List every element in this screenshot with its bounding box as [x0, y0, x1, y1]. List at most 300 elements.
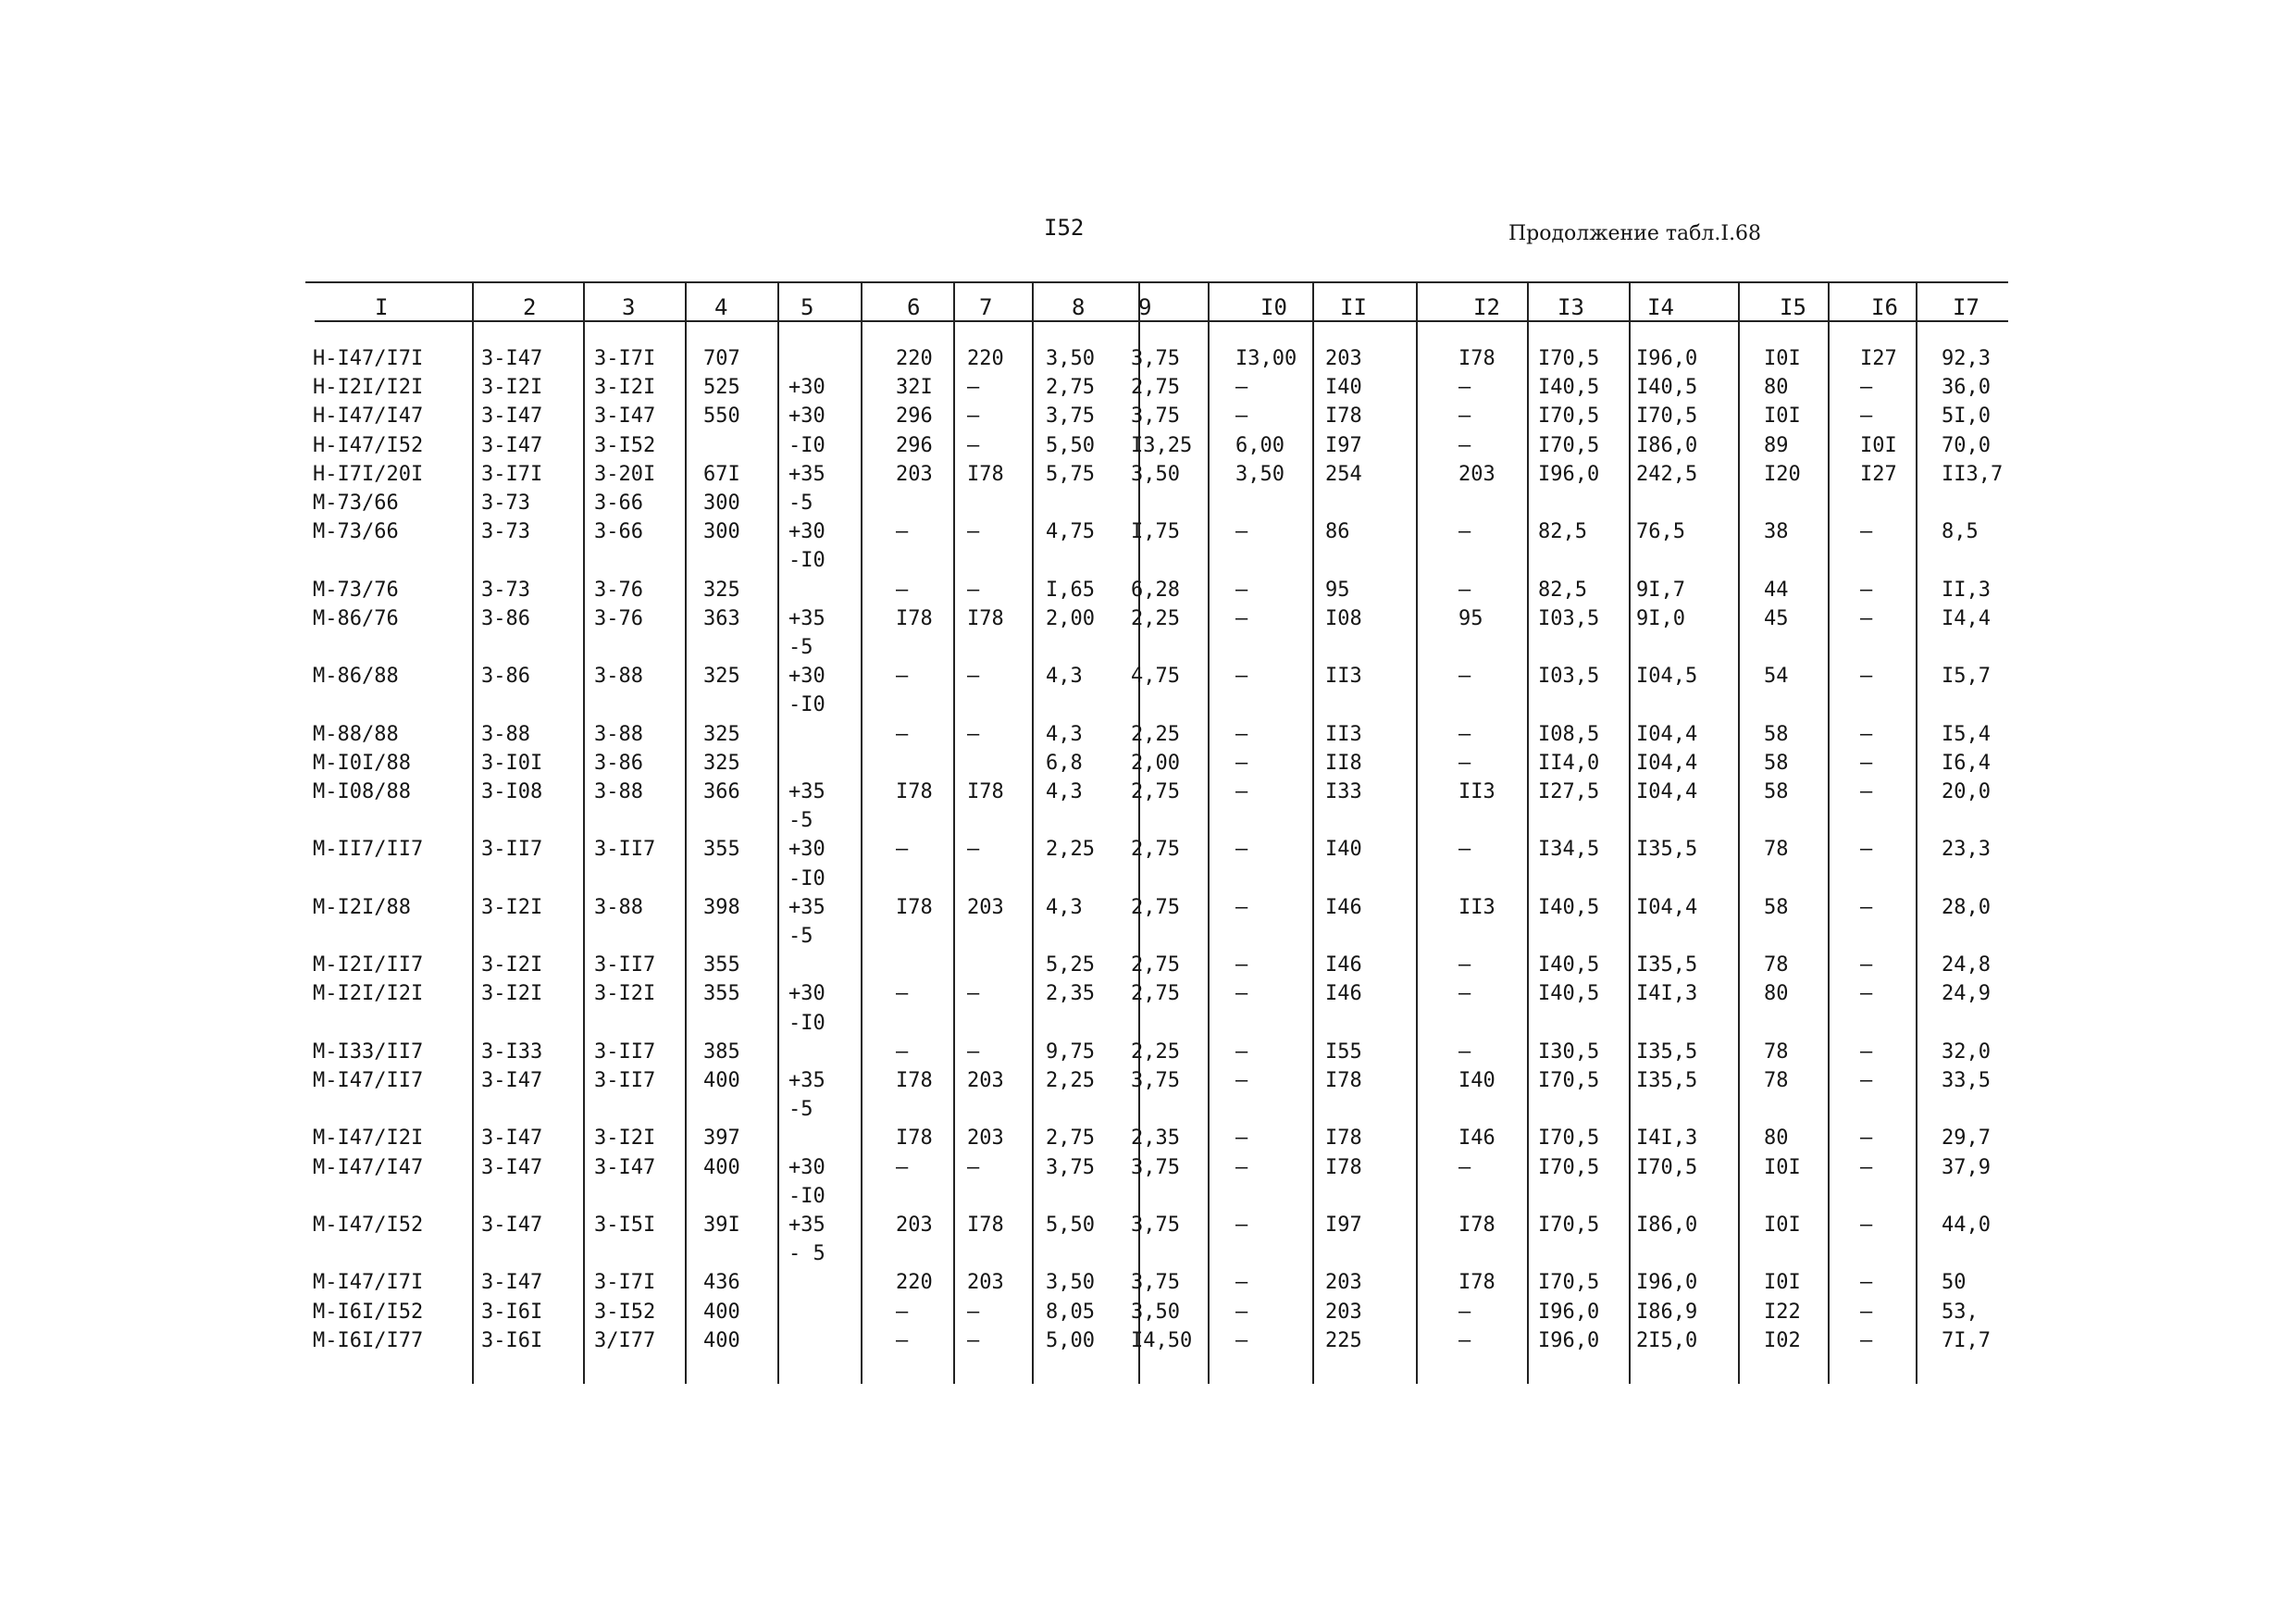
- table-cell: I03,5: [1538, 665, 1600, 689]
- table-cell: 58: [1764, 751, 1789, 775]
- table-cell: I78: [1458, 1271, 1496, 1295]
- table-cell: I35,5: [1636, 838, 1698, 862]
- table-cell: 6,00: [1235, 433, 1285, 457]
- table-cell: 58: [1764, 722, 1789, 746]
- table-cell: +35: [788, 1214, 825, 1237]
- table-cell: 6,28: [1131, 578, 1180, 602]
- table-cell: –: [1235, 1069, 1248, 1092]
- table-cell: II3: [1325, 722, 1362, 746]
- table-cell: –: [1860, 520, 1873, 544]
- table-cell: 8,5: [1942, 520, 1979, 544]
- table-cell: +30: [788, 520, 825, 544]
- table-cell: I5,7: [1942, 665, 1991, 689]
- table-cell: I04,4: [1636, 751, 1698, 775]
- table-cell: 54: [1764, 665, 1789, 689]
- table-cell: II3: [1458, 780, 1496, 803]
- table-cell: 325: [703, 751, 740, 775]
- table-cell: I3,00: [1235, 347, 1297, 370]
- table-cell: II,3: [1942, 578, 1991, 602]
- table-cell: –: [967, 578, 980, 602]
- table-cell: I0I: [1764, 347, 1801, 370]
- table-cell: 3-I7I: [594, 1271, 656, 1295]
- column-header: 6: [907, 294, 921, 320]
- table-cell: 5,75: [1046, 462, 1095, 486]
- table-cell: I0I: [1764, 404, 1801, 429]
- table-cell: M-I08/88: [313, 780, 411, 803]
- column-header: 4: [714, 294, 728, 320]
- table-cell: I70,5: [1538, 1214, 1600, 1237]
- table-cell: –: [1860, 1039, 1873, 1064]
- table-cell: -I0: [788, 1011, 825, 1035]
- table-cell: 5I,0: [1942, 404, 1991, 429]
- table-cell: 39I: [703, 1214, 740, 1237]
- table-cell: 9I,0: [1636, 606, 1685, 630]
- table-cell: 325: [703, 665, 740, 689]
- table-cell: M-73/76: [313, 578, 399, 602]
- table-cell: –: [1860, 376, 1873, 400]
- table-cell: +30: [788, 665, 825, 689]
- table-cell: 203: [967, 895, 1004, 919]
- table-cell: 3-I47: [481, 433, 543, 457]
- table-cell: –: [1860, 953, 1873, 977]
- table-cell: 70,0: [1942, 433, 1991, 457]
- table-cell: 325: [703, 578, 740, 602]
- table-cell: I30,5: [1538, 1039, 1600, 1064]
- table-cell: -I0: [788, 1184, 825, 1208]
- table-cell: 355: [703, 953, 740, 977]
- table-cell: 4,3: [1046, 780, 1083, 803]
- table-cell: –: [1860, 722, 1873, 746]
- table-cell: 3,50: [1046, 1271, 1095, 1295]
- table-cell: 3,75: [1131, 404, 1180, 429]
- table-cell: +30: [788, 838, 825, 862]
- table-cell: 3-I47: [481, 1214, 543, 1237]
- table-cell: –: [1860, 1300, 1873, 1324]
- table-cell: I08: [1325, 606, 1362, 630]
- table-cell: I55: [1325, 1039, 1362, 1064]
- table-cell: –: [896, 1039, 909, 1064]
- table-cell: I78: [896, 895, 933, 919]
- table-cell: 325: [703, 722, 740, 746]
- table-cell: 3-I47: [481, 347, 543, 370]
- column-header: 7: [979, 294, 993, 320]
- table-cell: 3-I47: [481, 1069, 543, 1092]
- table-cell: I27: [1860, 347, 1897, 370]
- table-cell: I04,4: [1636, 895, 1698, 919]
- column-divider: [777, 281, 779, 1384]
- table-cell: II3: [1325, 665, 1362, 689]
- table-cell: –: [1235, 665, 1248, 689]
- table-cell: 80: [1764, 376, 1789, 400]
- table-cell: H-I7I/20I: [313, 462, 424, 486]
- table-cell: 550: [703, 404, 740, 429]
- table-cell: M-I47/I2I: [313, 1126, 424, 1151]
- table-cell: –: [896, 722, 909, 746]
- table-cell: 78: [1764, 953, 1789, 977]
- table-cell: 3-I6I: [481, 1328, 543, 1352]
- table-cell: M-88/88: [313, 722, 399, 746]
- table-cell: 95: [1458, 606, 1483, 630]
- table-cell: +30: [788, 376, 825, 400]
- table-cell: 203: [967, 1126, 1004, 1151]
- table-cell: 400: [703, 1328, 740, 1352]
- table-cell: –: [1458, 838, 1471, 862]
- table-cell: 3,75: [1131, 1214, 1180, 1237]
- table-cell: I78: [967, 462, 1004, 486]
- continuation-title: Продолжение табл.I.68: [1508, 222, 1762, 245]
- table-cell: I78: [1325, 1155, 1362, 1179]
- table-cell: 3-88: [594, 665, 643, 689]
- table-cell: I78: [967, 606, 1004, 630]
- table-cell: –: [967, 404, 980, 429]
- table-cell: 2,75: [1046, 376, 1095, 400]
- table-cell: I3,25: [1131, 433, 1193, 457]
- table-cell: 2,75: [1131, 953, 1180, 977]
- table-cell: H-I47/I47: [313, 404, 424, 429]
- table-cell: 2,75: [1131, 838, 1180, 862]
- table-cell: –: [1860, 665, 1873, 689]
- table-cell: 3-I7I: [594, 347, 656, 370]
- table-cell: 58: [1764, 780, 1789, 803]
- table-cell: 3,50: [1235, 462, 1285, 486]
- table-cell: –: [1458, 1039, 1471, 1064]
- table-cell: I40,5: [1538, 376, 1600, 400]
- table-cell: I78: [896, 1069, 933, 1092]
- table-cell: -5: [788, 1098, 813, 1122]
- table-cell: II3,7: [1942, 462, 2004, 486]
- table-cell: 6,8: [1046, 751, 1083, 775]
- table-cell: 36,0: [1942, 376, 1991, 400]
- table-cell: –: [1458, 376, 1471, 400]
- table-cell: 4,3: [1046, 665, 1083, 689]
- table-cell: 5,00: [1046, 1328, 1095, 1352]
- table-cell: I70,5: [1538, 433, 1600, 457]
- table-cell: –: [1458, 433, 1471, 457]
- table-cell: 80: [1764, 1126, 1789, 1151]
- column-divider: [685, 281, 687, 1384]
- table-cell: 203: [896, 1214, 933, 1237]
- table-cell: –: [1458, 1300, 1471, 1324]
- table-cell: –: [896, 982, 909, 1006]
- table-cell: -5: [788, 492, 813, 515]
- table-cell: I70,5: [1636, 404, 1698, 429]
- table-cell: –: [1235, 1039, 1248, 1064]
- table-cell: 3-I2I: [594, 982, 656, 1006]
- table-cell: 436: [703, 1271, 740, 1295]
- table-cell: 3-I08: [481, 780, 543, 803]
- table-cell: 203: [1325, 347, 1362, 370]
- table-cell: –: [1235, 376, 1248, 400]
- table-cell: 37,9: [1942, 1155, 1991, 1179]
- table-cell: 3-66: [594, 520, 643, 544]
- table-cell: I35,5: [1636, 953, 1698, 977]
- table-cell: –: [1235, 1271, 1248, 1295]
- table-cell: I40: [1325, 838, 1362, 862]
- table-cell: H-I47/I52: [313, 433, 424, 457]
- table-cell: I86,0: [1636, 433, 1698, 457]
- table-cell: I96,0: [1636, 1271, 1698, 1295]
- table-cell: –: [1458, 404, 1471, 429]
- table-cell: –: [1860, 982, 1873, 1006]
- table-cell: 3-86: [481, 665, 530, 689]
- table-cell: 203: [1325, 1271, 1362, 1295]
- table-cell: –: [967, 520, 980, 544]
- table-cell: –: [967, 433, 980, 457]
- table-cell: 4,3: [1046, 895, 1083, 919]
- table-cell: I78: [1325, 404, 1362, 429]
- table-cell: 400: [703, 1069, 740, 1092]
- table-cell: I96,0: [1538, 1328, 1600, 1352]
- table-cell: 3-88: [481, 722, 530, 746]
- table-cell: I,65: [1046, 578, 1095, 602]
- table-cell: 58: [1764, 895, 1789, 919]
- table-cell: –: [896, 578, 909, 602]
- table-cell: 3-88: [594, 780, 643, 803]
- table-cell: I78: [1325, 1069, 1362, 1092]
- table-cell: 8,05: [1046, 1300, 1095, 1324]
- table-cell: –: [967, 1328, 980, 1352]
- table-cell: 82,5: [1538, 578, 1587, 602]
- table-cell: 80: [1764, 982, 1789, 1006]
- table-cell: I78: [896, 606, 933, 630]
- table-cell: M-I47/I47: [313, 1155, 424, 1179]
- table-cell: I40,5: [1636, 376, 1698, 400]
- table-cell: 78: [1764, 838, 1789, 862]
- table-cell: 3,75: [1131, 347, 1180, 370]
- table-cell: 3-I7I: [481, 462, 543, 486]
- table-cell: 254: [1325, 462, 1362, 486]
- table-cell: I0I: [1764, 1214, 1801, 1237]
- table-cell: M-86/76: [313, 606, 399, 630]
- table-cell: 24,8: [1942, 953, 1991, 977]
- table-cell: I04,4: [1636, 722, 1698, 746]
- table-cell: 355: [703, 982, 740, 1006]
- table-cell: I70,5: [1538, 1069, 1600, 1092]
- table-cell: –: [1235, 520, 1248, 544]
- table-cell: 3-20I: [594, 462, 656, 486]
- table-cell: +35: [788, 606, 825, 630]
- table-cell: 300: [703, 492, 740, 515]
- table-cell: H-I2I/I2I: [313, 376, 424, 400]
- table-cell: I78: [1458, 347, 1496, 370]
- table-cell: I78: [967, 780, 1004, 803]
- table-cell: –: [896, 520, 909, 544]
- table-cell: 3-73: [481, 578, 530, 602]
- column-header: 3: [622, 294, 636, 320]
- table-cell: 3-88: [594, 722, 643, 746]
- table-cell: 5,50: [1046, 433, 1095, 457]
- table-cell: -5: [788, 636, 813, 659]
- table-cell: 385: [703, 1039, 740, 1064]
- table-cell: –: [1235, 404, 1248, 429]
- table-cell: 3-86: [481, 606, 530, 630]
- table-cell: 3-I47: [594, 404, 656, 429]
- table-cell: M-II7/II7: [313, 838, 424, 862]
- table-top-rule: [305, 281, 2008, 283]
- table-cell: 45: [1764, 606, 1789, 630]
- table-cell: I46: [1325, 953, 1362, 977]
- table-cell: 363: [703, 606, 740, 630]
- table-cell: I04,4: [1636, 780, 1698, 803]
- table-cell: 225: [1325, 1328, 1362, 1352]
- column-divider: [1416, 281, 1418, 1384]
- table-cell: 44,0: [1942, 1214, 1991, 1237]
- table-cell: I,75: [1131, 520, 1180, 544]
- table-cell: -I0: [788, 693, 825, 717]
- table-cell: I20: [1764, 462, 1801, 486]
- table-cell: –: [1235, 1214, 1248, 1237]
- table-cell: 3-I0I: [481, 751, 543, 775]
- table-cell: –: [1458, 520, 1471, 544]
- table-cell: 220: [967, 347, 1004, 370]
- table-cell: I4,50: [1131, 1328, 1193, 1352]
- table-cell: 3-I33: [481, 1039, 543, 1064]
- table-cell: I03,5: [1538, 606, 1600, 630]
- table-cell: I96,0: [1636, 347, 1698, 370]
- table-cell: 92,3: [1942, 347, 1991, 370]
- table-cell: 3-II7: [594, 1039, 656, 1064]
- table-cell: 3-I2I: [481, 982, 543, 1006]
- table-cell: 44: [1764, 578, 1789, 602]
- table-cell: 38: [1764, 520, 1789, 544]
- table-cell: 4,75: [1131, 665, 1180, 689]
- table-cell: M-73/66: [313, 520, 399, 544]
- column-header: 2: [523, 294, 537, 320]
- table-cell: –: [967, 838, 980, 862]
- table-cell: –: [1860, 895, 1873, 919]
- table-cell: I4,4: [1942, 606, 1991, 630]
- table-cell: 3-II7: [594, 1069, 656, 1092]
- column-header: 8: [1072, 294, 1086, 320]
- column-divider: [583, 281, 585, 1384]
- table-cell: –: [1235, 578, 1248, 602]
- column-header: I3: [1558, 294, 1584, 320]
- column-divider: [1916, 281, 1917, 1384]
- table-cell: 3-I2I: [481, 376, 543, 400]
- table-cell: I08,5: [1538, 722, 1600, 746]
- table-cell: 3-II7: [594, 953, 656, 977]
- column-header: I0: [1260, 294, 1287, 320]
- table-cell: –: [1860, 404, 1873, 429]
- table-cell: I78: [896, 1126, 933, 1151]
- table-cell: I4I,3: [1636, 982, 1698, 1006]
- table-cell: M-I2I/II7: [313, 953, 424, 977]
- table-cell: 67I: [703, 462, 740, 486]
- table-cell: –: [1235, 953, 1248, 977]
- table-cell: –: [1860, 1069, 1873, 1092]
- table-cell: 2,25: [1131, 722, 1180, 746]
- table-cell: I78: [1325, 1126, 1362, 1151]
- column-divider: [1828, 281, 1830, 1384]
- table-cell: 20,0: [1942, 780, 1991, 803]
- table-cell: I70,5: [1636, 1155, 1698, 1179]
- table-cell: 3/I77: [594, 1328, 656, 1352]
- column-header: 9: [1138, 294, 1152, 320]
- table-cell: II4,0: [1538, 751, 1600, 775]
- table-cell: 4,75: [1046, 520, 1095, 544]
- table-cell: 2,25: [1046, 1069, 1095, 1092]
- table-cell: 2,00: [1046, 606, 1095, 630]
- table-cell: I46: [1325, 982, 1362, 1006]
- table-cell: I97: [1325, 1214, 1362, 1237]
- table-cell: 95: [1325, 578, 1350, 602]
- table-cell: 24,9: [1942, 982, 1991, 1006]
- table-cell: –: [967, 376, 980, 400]
- table-cell: –: [967, 982, 980, 1006]
- table-cell: –: [967, 1155, 980, 1179]
- table-cell: –: [896, 1155, 909, 1179]
- table-cell: 7I,7: [1942, 1328, 1991, 1352]
- table-cell: –: [1458, 982, 1471, 1006]
- table-cell: –: [1458, 722, 1471, 746]
- table-cell: –: [1860, 751, 1873, 775]
- table-cell: -5: [788, 925, 813, 948]
- table-cell: +35: [788, 780, 825, 803]
- table-cell: –: [1235, 1126, 1248, 1151]
- table-cell: –: [1235, 722, 1248, 746]
- table-cell: 355: [703, 838, 740, 862]
- table-cell: 3-I47: [481, 1271, 543, 1295]
- table-cell: +30: [788, 982, 825, 1006]
- table-cell: 82,5: [1538, 520, 1587, 544]
- table-cell: –: [1458, 751, 1471, 775]
- table-cell: –: [1458, 665, 1471, 689]
- table-cell: I33: [1325, 780, 1362, 803]
- table-cell: M-86/88: [313, 665, 399, 689]
- column-divider: [1629, 281, 1631, 1384]
- table-cell: 2,75: [1131, 895, 1180, 919]
- table-cell: 29,7: [1942, 1126, 1991, 1151]
- table-cell: I0I: [1764, 1271, 1801, 1295]
- table-cell: I86,9: [1636, 1300, 1698, 1324]
- table-cell: 203: [967, 1271, 1004, 1295]
- table-cell: 2,35: [1131, 1126, 1180, 1151]
- table-cell: I46: [1325, 895, 1362, 919]
- column-header: I7: [1953, 294, 1980, 320]
- table-cell: 3-I52: [594, 433, 656, 457]
- table-cell: +30: [788, 1155, 825, 1179]
- table-cell: I6,4: [1942, 751, 1991, 775]
- column-divider: [472, 281, 474, 1384]
- table-cell: I78: [1458, 1214, 1496, 1237]
- table-cell: –: [1235, 1300, 1248, 1324]
- table-cell: 242,5: [1636, 462, 1698, 486]
- table-cell: 300: [703, 520, 740, 544]
- table-cell: I40,5: [1538, 895, 1600, 919]
- table-cell: 203: [1325, 1300, 1362, 1324]
- table-cell: 3-I47: [481, 1155, 543, 1179]
- table-cell: –: [896, 665, 909, 689]
- table-cell: –: [1235, 606, 1248, 630]
- table-cell: 3-I47: [594, 1155, 656, 1179]
- table-cell: I0I: [1764, 1155, 1801, 1179]
- table-cell: M-I33/II7: [313, 1039, 424, 1064]
- table-cell: - 5: [788, 1242, 825, 1266]
- table-cell: 3,50: [1046, 347, 1095, 370]
- table-cell: –: [1860, 578, 1873, 602]
- table-cell: I34,5: [1538, 838, 1600, 862]
- table-cell: I70,5: [1538, 404, 1600, 429]
- table-cell: –: [1458, 953, 1471, 977]
- table-cell: 3-73: [481, 520, 530, 544]
- table-cell: 32,0: [1942, 1039, 1991, 1064]
- table-cell: +35: [788, 895, 825, 919]
- table-cell: 2,25: [1046, 838, 1095, 862]
- table-cell: 5,25: [1046, 953, 1095, 977]
- table-cell: 296: [896, 404, 933, 429]
- table-cell: M-I6I/I77: [313, 1328, 424, 1352]
- table-cell: –: [967, 1039, 980, 1064]
